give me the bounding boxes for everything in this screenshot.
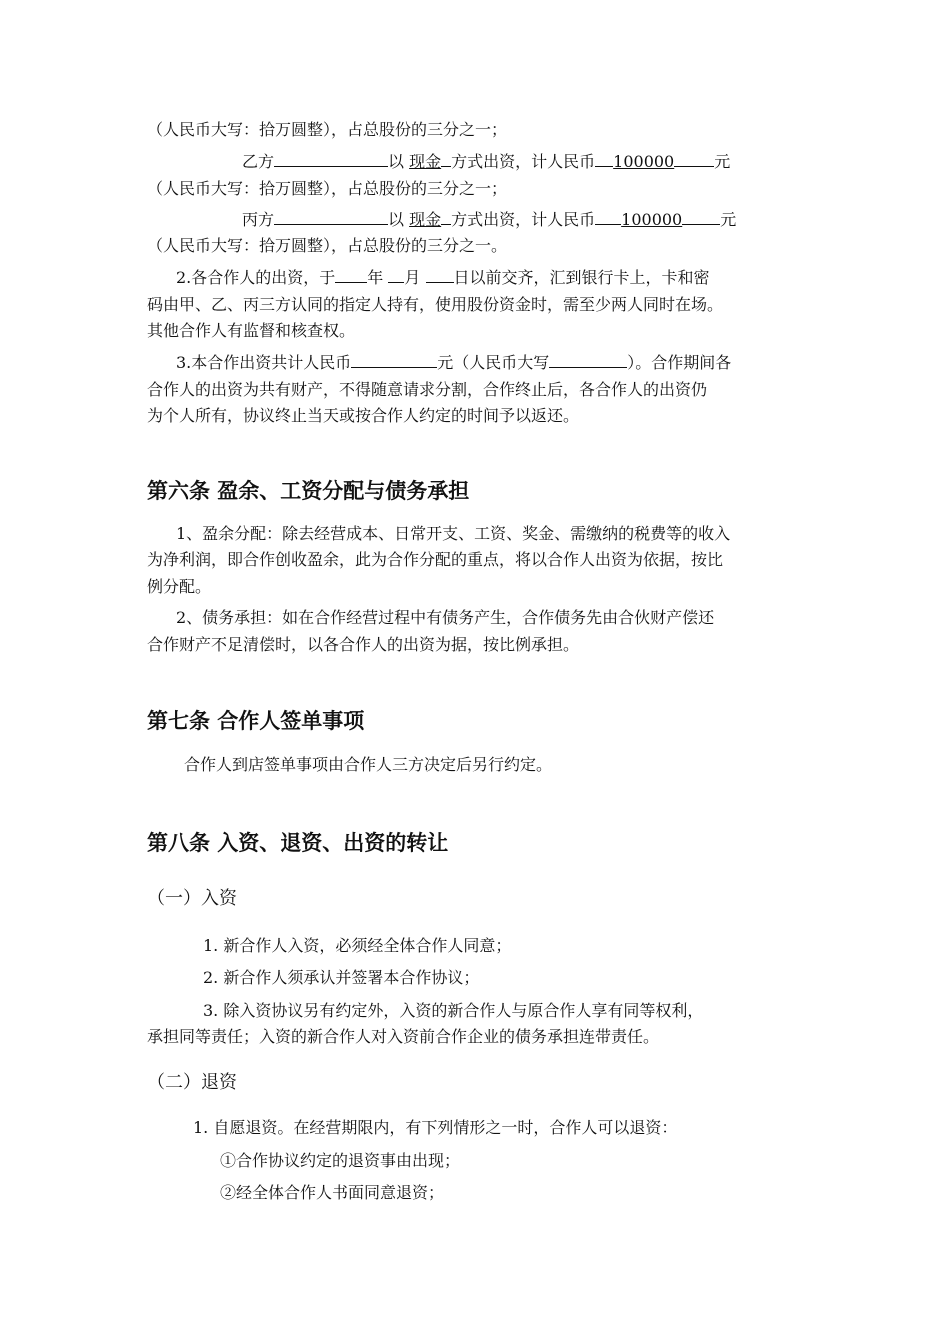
text-line: 2、债务承担：如在合作经营过程中有债务产生，合作债务先由合伙财产偿还 [176,608,715,627]
blank-field [351,352,437,368]
text-fragment: 日以前交齐，汇到银行卡上，卡和密 [453,268,710,287]
text-line: 合作人到店签单事项由合作人三方决定后另行约定。 [184,755,553,774]
amount-value: 100000 [613,152,675,171]
text-line: 为净利润，即合作创收盈余，此为合作分配的重点，将以合作人出资为依据，按比 [147,550,724,569]
list-item: 1. 自愿退资。在经营期限内，有下列情形之一时，合作人可以退资： [193,1118,678,1137]
list-item: ②经全体合作人书面同意退资； [220,1183,445,1202]
text-fragment: 方式出资，计人民币 [451,210,596,229]
party-name: 丙方 [242,210,275,229]
text-line: 承担同等责任；入资的新合作人对入资前合作企业的债务承担连带责任。 [147,1027,660,1046]
text-line: 其他合作人有监督和核查权。 [147,321,356,340]
text-fragment: 以 [388,152,405,171]
text-line: （人民币大写：拾万圆整），占总股份的三分之一。 [147,236,508,255]
article-7-title: 第七条 合作人签单事项 [147,708,365,733]
blank-field [441,209,451,225]
amount-value: 100000 [621,210,683,229]
text-fragment: 元（人民币大写 [437,353,550,372]
text-line: 例分配。 [147,577,212,596]
party-name: 乙方 [242,152,275,171]
text-fragment: 元 [714,152,731,171]
blank-field [274,209,388,225]
blank-field [426,267,454,283]
list-item: 2. 新合作人须承认并签署本合作协议； [203,968,480,987]
article-8-title: 第八条 入资、退资、出资的转让 [147,830,449,855]
section-title-join: （一）入资 [147,888,237,909]
list-item: ①合作协议约定的退资事由出现； [220,1151,461,1170]
blank-field [274,151,388,167]
text-line: 合作人的出资为共有财产，不得随意请求分割，合作终止后，各合作人的出资仍 [147,380,708,399]
clause-3-line-1 [176,352,806,374]
blank-field [549,352,627,368]
blank-field [441,151,451,167]
text-fragment: 月 [404,268,421,287]
blank-field [595,209,621,225]
text-line: 合作财产不足清偿时，以各合作人的出资为据，按比例承担。 [147,635,580,654]
text-line: 码由甲、乙、丙三方认同的指定人持有，使用股份资金时，需至少两人同时在场。 [147,295,724,314]
text-fragment: 元 [720,210,737,229]
text-fragment: ）。合作期间各 [627,353,732,372]
section-title-withdraw: （二）退资 [147,1072,237,1093]
text-fragment: 年 [367,268,384,287]
text-fragment: 方式出资，计人民币 [451,152,596,171]
list-item: 3. 除入资协议另有约定外，入资的新合作人与原合作人享有同等权利， [203,1001,704,1020]
method-value: 现金 [409,210,442,229]
clause-2-line-1 [176,267,806,289]
blank-field [388,267,404,283]
text-fragment: 3.本合作出资共计人民币 [176,353,352,372]
blank-field [335,267,367,283]
article-6-title: 第六条 盈余、工资分配与债务承担 [147,478,470,503]
text-fragment: 2.各合作人的出资，于 [176,268,336,287]
text-line: （人民币大写：拾万圆整），占总股份的三分之一； [147,179,508,198]
yi-contribution-line [242,151,806,173]
blank-field [674,151,714,167]
text-line: 1、盈余分配：除去经营成本、日常开支、工资、奖金、需缴纳的税费等的收入 [176,524,731,543]
blank-field [682,209,720,225]
method-value: 现金 [409,152,442,171]
text-fragment: 以 [388,210,405,229]
blank-field [595,151,613,167]
text-line: 为个人所有，协议终止当天或按合作人约定的时间予以返还。 [147,406,580,425]
text-line: （人民币大写：拾万圆整），占总股份的三分之一； [147,120,508,139]
list-item: 1. 新合作人入资，必须经全体合作人同意； [203,936,512,955]
bing-contribution-line [242,209,806,231]
